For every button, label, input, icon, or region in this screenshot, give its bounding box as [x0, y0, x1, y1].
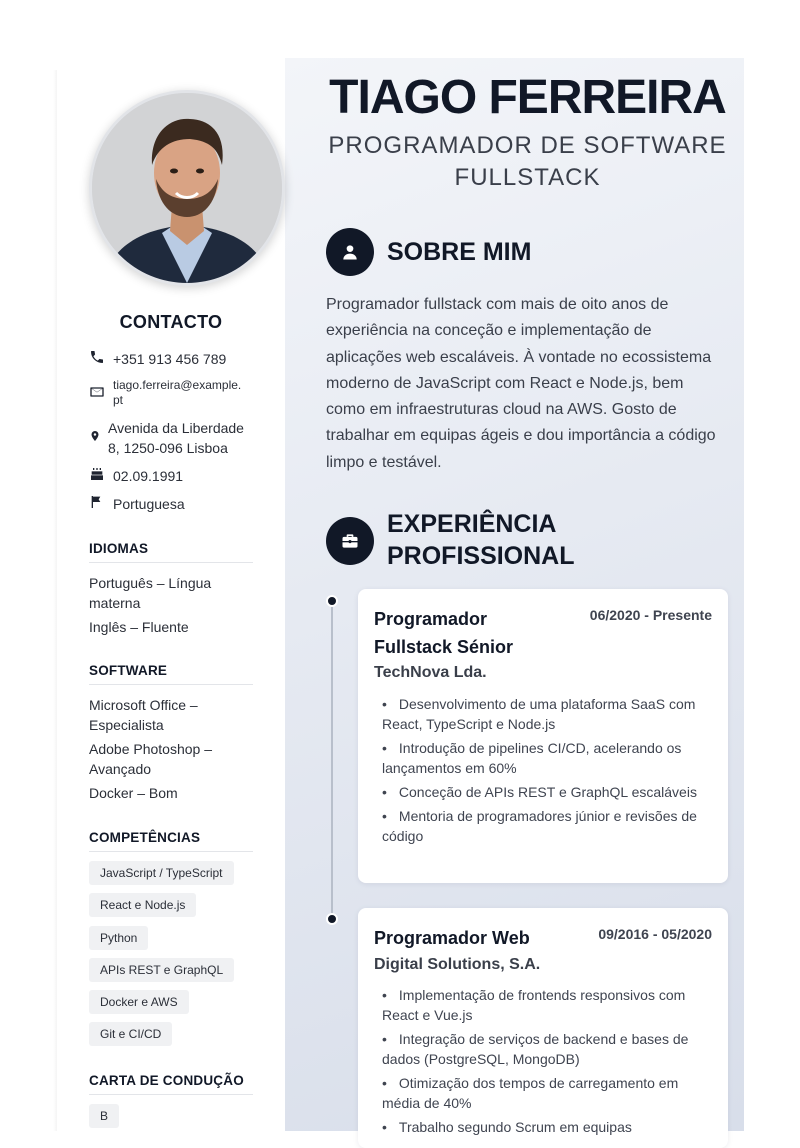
list-item: Adobe Photoshop – Avançado	[89, 741, 212, 777]
job-bullets	[382, 694, 712, 850]
flag-icon	[89, 494, 105, 510]
skill-tag: Docker e AWS	[89, 990, 189, 1014]
list-item: Português – Língua materna	[89, 575, 212, 611]
skill-tag: APIs REST e GraphQL	[89, 958, 234, 982]
job-bullets	[382, 985, 712, 1141]
job-title: Programador Fullstack Sénior	[374, 609, 514, 657]
contact-address	[89, 418, 259, 458]
license-heading: CARTA DE CONDUÇÃO	[89, 1073, 253, 1095]
about-heading: SOBRE MIM	[387, 238, 532, 266]
timeline-line	[331, 601, 333, 919]
list-item: Inglês – Fluente	[89, 619, 189, 635]
software-list	[89, 695, 253, 807]
birthday-cake-icon	[89, 466, 105, 482]
job-title: Programador Web	[374, 928, 530, 948]
timeline-dot	[326, 595, 338, 607]
envelope-icon	[89, 384, 105, 400]
contact-nationality	[89, 494, 259, 514]
software-heading: SOFTWARE	[89, 663, 253, 685]
person-name: TIAGO FERREIRA	[329, 71, 726, 124]
about-section-icon	[326, 228, 374, 276]
job-date: 09/2016 - 05/2020	[598, 926, 712, 942]
languages-heading: IDIOMAS	[89, 541, 253, 563]
portrait-image	[92, 93, 282, 283]
list-item: • Desenvolvimento de uma plataforma SaaS com React, TypeScript e Node.js	[382, 694, 712, 734]
list-item: • Conceção de APIs REST e GraphQL escaláveis	[382, 782, 712, 802]
job-company: Digital Solutions, S.A.	[374, 956, 541, 973]
job-date: 06/2020 - Presente	[589, 607, 712, 623]
job-card	[358, 908, 728, 1148]
experience-section-icon	[326, 517, 374, 565]
phone-icon	[89, 349, 105, 365]
profile-photo	[89, 90, 285, 286]
phone-text: +351 913 456 789	[113, 351, 227, 367]
contact-email	[89, 378, 259, 408]
contact-phone	[89, 349, 259, 369]
job-company: TechNova Lda.	[374, 664, 487, 681]
briefcase-icon	[340, 531, 360, 551]
license-tag: B	[89, 1104, 119, 1128]
job-role: PROGRAMADOR DE SOFTWARE FULLSTACK	[328, 132, 727, 191]
list-item: • Introdução de pipelines CI/CD, acelerando os lançamentos em 60%	[382, 738, 712, 778]
languages-list	[89, 573, 253, 641]
list-item: • Otimização dos tempos de carregamento em média de 40%	[382, 1073, 712, 1113]
skill-tag: Python	[89, 926, 148, 950]
skill-tag: JavaScript / TypeScript	[89, 861, 234, 885]
contact-birthdate	[89, 466, 259, 486]
user-icon	[340, 242, 360, 262]
address-text: Avenida da Liberdade 8, 1250-096 Lisboa	[108, 420, 244, 456]
contact-heading: CONTACTO	[119, 312, 223, 332]
email-text: tiago.ferreira@example. pt	[113, 378, 242, 407]
skills-heading: COMPETÊNCIAS	[89, 830, 253, 852]
list-item: • Integração de serviços de backend e bases de dados (PostgreSQL, MongoDB)	[382, 1029, 712, 1069]
list-item: • Implementação de frontends responsivos com React e Vue.js	[382, 985, 712, 1025]
list-item: • Trabalho segundo Scrum em equipas	[382, 1117, 712, 1137]
timeline-dot	[326, 913, 338, 925]
birthdate-text: 02.09.1991	[113, 468, 184, 484]
job-card	[358, 589, 728, 883]
nationality-text: Portuguesa	[113, 496, 185, 512]
experience-heading: EXPERIÊNCIA PROFISSIONAL	[387, 510, 575, 570]
skill-tag: React e Node.js	[89, 893, 196, 917]
list-item: Docker – Bom	[89, 785, 178, 801]
list-item: • Mentoria de programadores júnior e revisões de código	[382, 806, 712, 846]
skill-tag: Git e CI/CD	[89, 1022, 172, 1046]
location-pin-icon	[89, 428, 101, 444]
about-text: Programador fullstack com mais de oito anos de experiência na conceção e implementação de aplicações web escaláveis. À vontade no ecossistema moderno de JavaScript com React e Node.js, bem como em infraestruturas cloud na AWS. Gosto de trabalhar em equipas ágeis e dou importância a código limpo e testável.	[326, 296, 716, 471]
list-item: Microsoft Office – Especialista	[89, 697, 198, 733]
